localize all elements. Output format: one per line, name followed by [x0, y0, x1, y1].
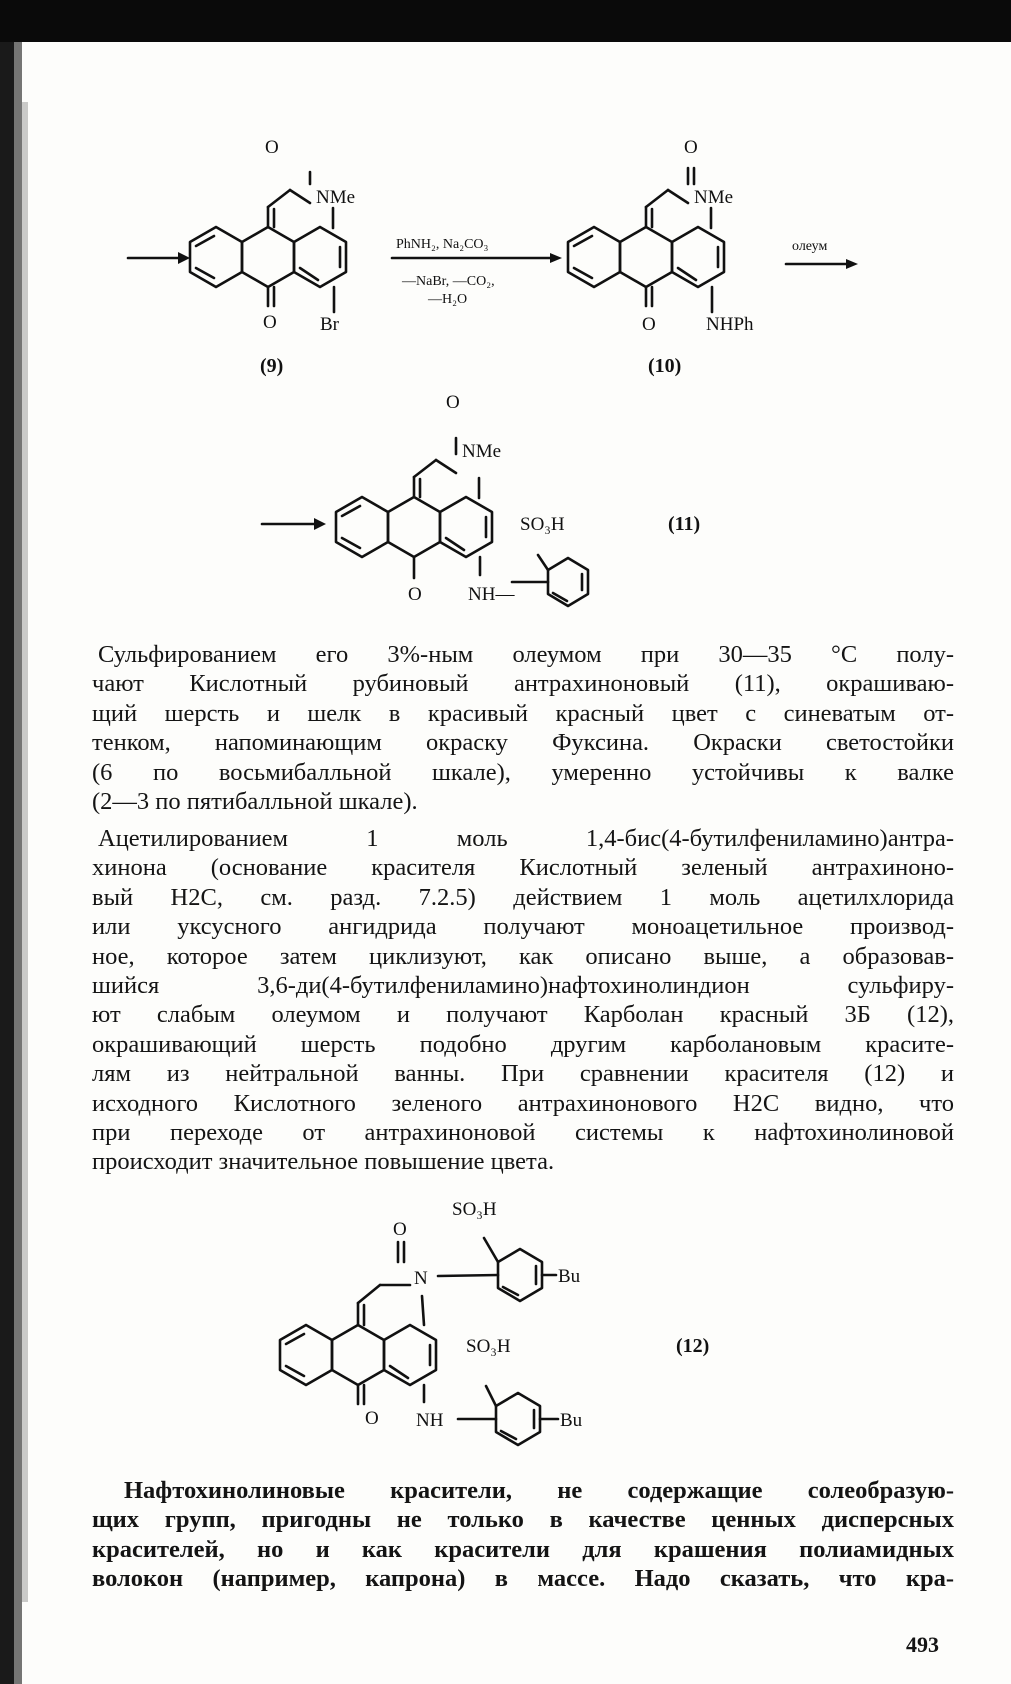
text-line: хинона (основание красителя Кислотный зеленый антрахиноно- [92, 854, 954, 882]
text-line: вый Н2С, см. разд. 7.2.5) действием 1 моль ацетилхлорида [92, 883, 954, 911]
page-number: 493 [906, 1632, 939, 1657]
text-line: тенком, напоминающим окраску Фуксина. Окраски светостойки [92, 729, 954, 757]
text-line: щих групп, пригодны не только в качестве ценных дисперсных [92, 1506, 954, 1534]
text-line: исходного Кислотного зеленого антрахинонового Н2С видно, что [92, 1089, 954, 1117]
text-line: Сульфированием его 3%-ным олеумом при 30—35 °С полу- [98, 641, 954, 668]
c12-so3h-top: SO₃H [452, 1199, 497, 1220]
text-line: красителей, но и как красители для крашения полиамидных [92, 1535, 954, 1563]
text-line: чают Кислотный рубиновый антрахиноновый (11), окрашиваю- [92, 670, 954, 698]
text-line: (6 по восьмибалльной шкале), умеренно устойчивы к валке [92, 758, 954, 786]
c12-o-bottom: O [365, 1408, 379, 1429]
text-line: ное, которое затем циклизуют, как описано выше, а образовав- [92, 942, 954, 970]
c12-nh: NH [416, 1410, 444, 1431]
c12-n: N [414, 1268, 428, 1289]
text-line: при переходе от антрахиноновой системы к нафтохинолиновой [92, 1119, 954, 1147]
c11-o-top: O [446, 392, 460, 413]
c9-number: (9) [260, 355, 284, 377]
text-line: лям из нейтральной ванны. При сравнении красителя (12) и [92, 1060, 954, 1088]
c12-so3h-mid: SO₃H [466, 1336, 511, 1357]
oleum-label: олеум [792, 239, 828, 254]
c9-o-bottom: O [263, 312, 277, 333]
c9-br: Br [320, 314, 339, 335]
text-line: волокон (например, капрона) в массе. Надо сказать, что кра- [92, 1565, 954, 1593]
c11-so3h: SO₃H [520, 514, 565, 535]
c11-nh: NH— [468, 584, 515, 605]
c12-bu-bottom: Bu [560, 1410, 583, 1431]
c10-o-bottom: O [642, 314, 656, 335]
byproducts-2: —H₂O [428, 292, 468, 307]
c12-number: (12) [676, 1335, 710, 1357]
byproducts-1: —NaBr, —CO₂, [402, 274, 495, 289]
text-line: ют слабым олеумом и получают Карболан красный 3Б (12), [92, 1001, 954, 1029]
text-line: шийся 3,6-ди(4-бутилфениламино)нафтохинолиндион сульфиру- [92, 972, 954, 1000]
reagents: PhNH₂, Na₂CO₃ [396, 237, 489, 252]
c10-nme: NMe [694, 187, 734, 208]
text-line: щий шерсть и шелк в красивый красный цвет с синеватым от- [92, 699, 954, 727]
c9-o-top: O [265, 137, 279, 158]
c11-nme: NMe [462, 441, 502, 462]
paragraph-3 [92, 1476, 954, 1594]
paragraph-1 [92, 640, 954, 816]
c12-o-top: O [393, 1219, 407, 1240]
c9-nme: NMe [316, 187, 356, 208]
c12-bu-top: Bu [558, 1266, 581, 1287]
text-line: или уксусного ангидрида получают моноацетильное производ- [92, 913, 954, 941]
c11-number: (11) [668, 513, 701, 535]
c10-number: (10) [648, 355, 682, 377]
text-line: окрашивающий шерсть подобно другим карболановым красите- [92, 1030, 954, 1058]
c10-nhph: NHPh [706, 314, 754, 335]
c10-o-top: O [684, 137, 698, 158]
text-line: Нафтохинолиновые красители, не содержащие солеобразую- [124, 1477, 954, 1504]
text-line: (2—3 по пятибалльной шкале). [92, 788, 418, 816]
paragraph-2 [92, 824, 954, 1177]
text-line: происходит значительное повышение цвета. [92, 1148, 555, 1176]
text-line: Ацетилированием 1 моль 1,4-бис(4-бутилфениламино)антра- [98, 825, 954, 852]
c11-o-bottom: O [408, 584, 422, 605]
